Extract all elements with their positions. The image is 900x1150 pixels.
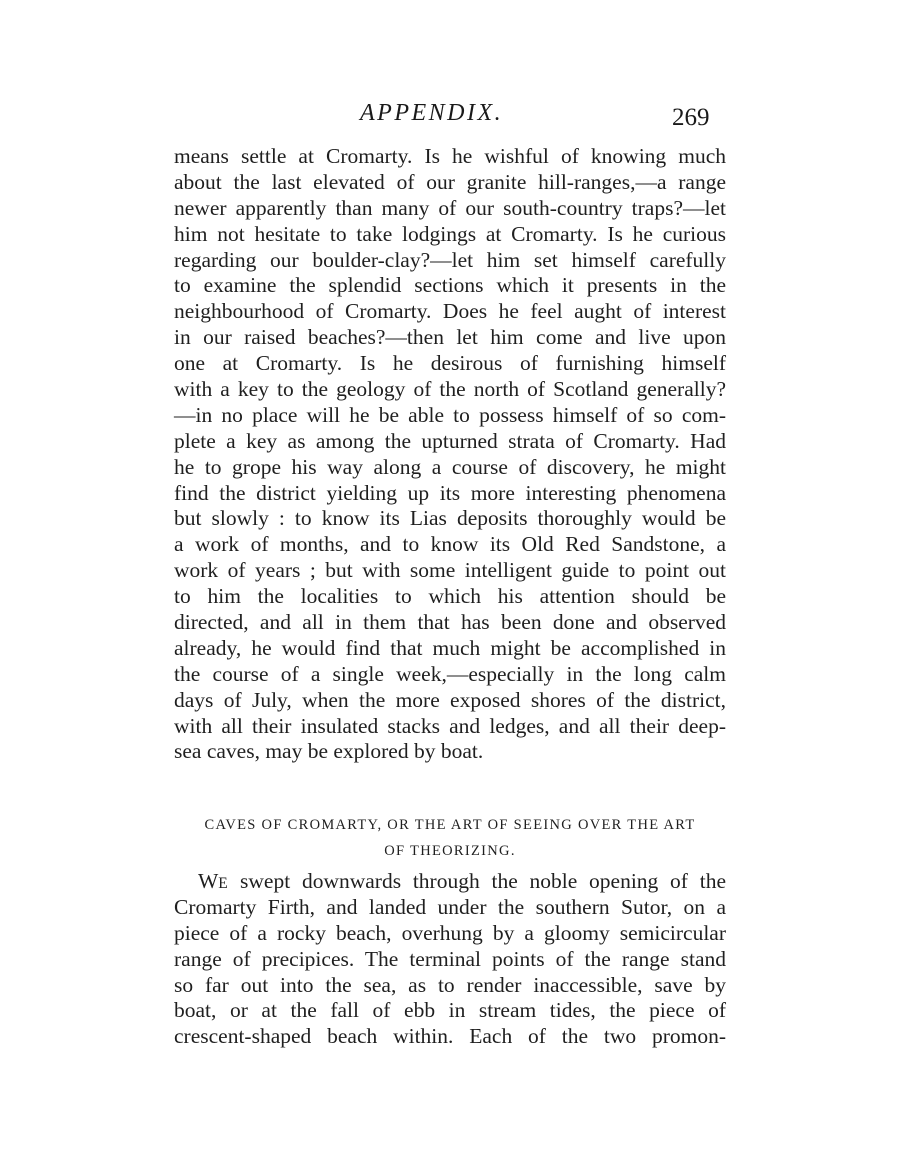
text-line: regarding our boulder-clay?—let him set himself carefully [174,247,726,272]
text-line: days of July, when the more exposed shores of the district, [174,687,726,712]
text-line: crescent-shaped beach within. Each of the two promon- [174,1024,726,1049]
section-heading-line: CAVES OF CROMARTY, OR THE ART OF SEEING OVER THE ART [204,817,696,833]
text-line: to him the localities to which his attention should be [174,584,726,609]
text-line: him not hesitate to take lodgings at Cromarty. Is he curious [174,221,726,246]
text-line: about the last elevated of our granite hill-ranges,—a range [174,169,726,194]
text-line: with all their insulated stacks and ledges, and all their deep- [174,713,726,738]
text-line: to examine the splendid sections which it presents in the [174,273,726,298]
first-line-text: swept downwards through the noble opening of the [228,869,726,893]
paragraph-new-section [174,869,726,1050]
section-heading-line: OF THEORIZING. [384,843,516,859]
text-line: sea caves, may be explored by boat. [174,739,484,764]
text-line: plete a key as among the upturned strata of Cromarty. Had [174,428,726,453]
text-line: neighbourhood of Cromarty. Does he feel aught of interest [174,299,726,324]
text-line: one at Cromarty. Is he desirous of furnishing himself [174,351,726,376]
text-line: the course of a single week,—especially in the long calm [174,661,726,686]
text-line: but slowly : to know its Lias deposits thoroughly would be [174,506,726,531]
text-line: in our raised beaches?—then let him come and live upon [174,325,726,350]
text-line: means settle at Cromarty. Is he wishful of knowing much [174,144,726,168]
text-line: range of precipices. The terminal points of the range stand [174,946,726,971]
text-line: piece of a rocky beach, overhung by a gloomy semicircular [174,920,726,945]
text-line: work of years ; but with some intelligent guide to point out [174,558,726,583]
text-line: with a key to the geology of the north of Scotland generally? [174,377,726,402]
initial-small-caps: E [218,875,229,892]
text-line: already, he would find that much might be accomplished in [174,635,726,660]
text-line: he to grope his way along a course of discovery, he might [174,454,726,479]
text-line-first [174,869,726,895]
text-line: Cromarty Firth, and landed under the southern Sutor, on a [174,894,726,919]
text-line: —in no place will he be able to possess himself of so com- [174,402,726,427]
page-number: 269 [672,104,710,131]
running-head: APPENDIX. [360,100,504,126]
initial-letter: W [198,869,219,893]
section-heading [174,812,726,864]
paragraph-continued [174,144,726,765]
text-line: directed, and all in them that has been done and observed [174,610,726,635]
text-line: newer apparently than many of our south-country traps?—let [174,195,726,220]
text-line: a work of months, and to know its Old Red Sandstone, a [174,532,726,557]
text-line: boat, or at the fall of ebb in stream tides, the piece of [174,998,726,1023]
text-line: so far out into the sea, as to render inaccessible, save by [174,972,726,997]
text-line: find the district yielding up its more interesting phenomena [174,480,726,505]
